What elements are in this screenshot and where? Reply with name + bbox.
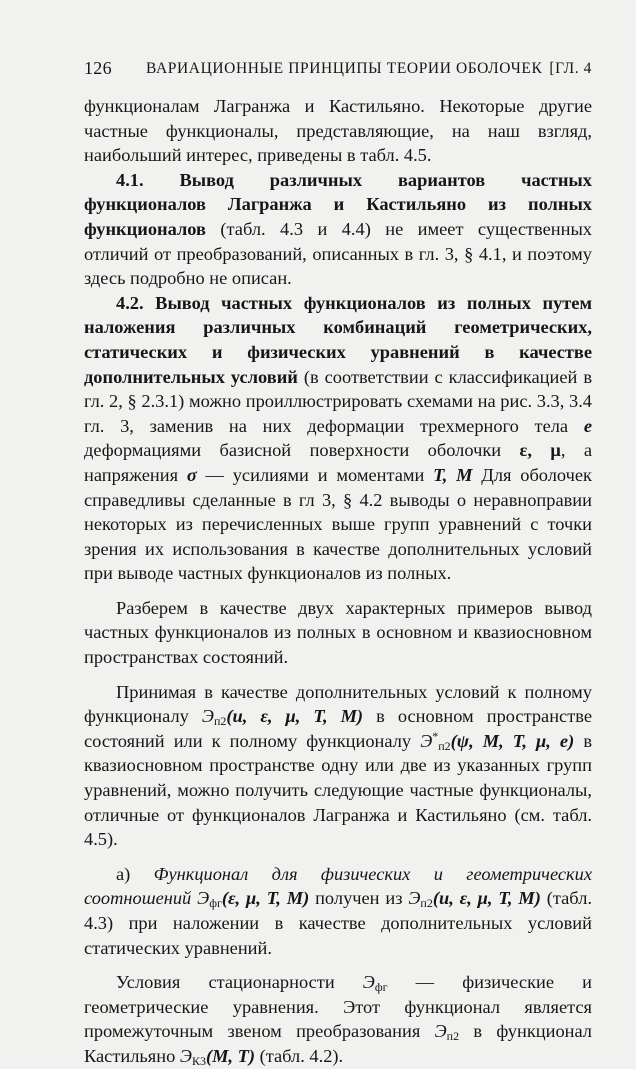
paragraph-4: Разберем в качестве двух характерных примеров вывод частных функционалов из полных в основном и квазиосновном пространствах состояний. — [84, 597, 592, 668]
running-head-chapter: [ГЛ. 4 — [549, 60, 592, 77]
math-T-M: T, M — [433, 464, 473, 485]
functional-symbol: Э — [197, 888, 210, 909]
math-args-k3: (M, T) — [205, 1045, 255, 1066]
math-sigma: σ — [186, 464, 197, 485]
text-fragment: Принимая в качестве дополнительных условий к полному функционалу — [84, 681, 592, 727]
subscript: п2 — [438, 738, 451, 753]
text-fragment: получен из — [309, 888, 409, 909]
text-fragment: (в соответствии с классификацией в гл. 2, § 2.3.1) можно проиллюстрировать схемами на рис. 3.3, 3.4 гл. 3, заменив на них деформации трехмерного тела — [84, 366, 593, 436]
functional-symbol: Э — [408, 888, 421, 909]
text-fragment: (табл. 4.3) при наложении в качестве дополнительных условий статических уравнений. — [84, 888, 592, 958]
text-fragment: в основном пространстве состояний или к полному функционалу — [84, 706, 592, 751]
subscript: п2 — [420, 896, 433, 911]
functional-symbol: Э — [201, 706, 214, 727]
running-head — [84, 58, 592, 94]
text-fragment: (табл. 4.2). — [254, 1045, 344, 1066]
paragraph-1: функционалам Лагранжа и Кастильяно. Некоторые другие частные функционалы, представляющие, на наш взгляд, наибольший интерес, приведены в табл. 4.5. — [84, 96, 592, 166]
subscript: фг — [374, 980, 388, 995]
text-fragment: — физические и геометрические уравнения. Этот функционал является промежуточным звеном преобразования — [84, 972, 592, 1042]
running-head-title: ВАРИАЦИОННЫЕ ПРИНЦИПЫ ТЕОРИИ ОБОЛОЧЕК — [146, 60, 543, 77]
paragraph-7 — [84, 970, 592, 1068]
functional-symbol: Э — [420, 730, 433, 751]
page-number: 126 — [84, 58, 112, 78]
text-fragment: деформациями базисной поверхности оболочки — [84, 440, 520, 461]
italic-title: Функционал для физических и геометрических соотношений — [84, 863, 593, 909]
text-fragment: в функционал Кастильяно — [84, 1021, 592, 1066]
math-e: e — [583, 415, 592, 436]
paragraph-section-4-2 — [84, 291, 592, 586]
section-4-1-text: (табл. 4.3 и 4.4) не имеет существенных отличий от преобразований, описанных в гл. 3, § 4.1, и поэтому здесь подробно не описан. — [84, 218, 592, 289]
text-fragment: в квазиосновном пространстве одну или две из указанных групп уравнений, можно получить следующие частные функционалы, отличные от функционалов Лагранжа и Кастильяно (см. табл. 4.5). — [84, 730, 593, 850]
functional-symbol: Э — [179, 1045, 192, 1066]
body-text — [84, 94, 592, 1069]
subscript: п2 — [446, 1029, 460, 1044]
paragraph-section-4-1 — [84, 168, 592, 291]
subscript: п2 — [213, 714, 227, 729]
subscript: фг — [209, 896, 222, 911]
math-args-n2: (u, ε, μ, T, M) — [432, 888, 541, 909]
text-fragment: — усилиями и моментами — [196, 464, 434, 485]
text-fragment: Условия стационарности — [116, 972, 363, 993]
superscript-star: * — [432, 728, 439, 743]
math-args-fg: (ε, μ, T, M) — [221, 888, 310, 909]
text-fragment: Для оболочек справедливы сделанные в гл 3, § 4.2 выводы о неравноправии некоторых из перечисленных выше групп уравнений с точки зрения их использования в качестве дополнительных условий при выводе частных функционалов из полных. — [84, 464, 592, 584]
math-eps-mu: ε, μ — [519, 440, 561, 461]
section-4-1-heading: 4.1. Вывод различных вариантов частных функционалов Лагранжа и Кастильяно из полных функционалов — [84, 169, 592, 239]
functional-symbol: Э — [362, 972, 375, 993]
functional-symbol: Э — [434, 1021, 447, 1042]
item-label: а) — [116, 863, 154, 884]
math-args-full: (u, ε, μ, T, M) — [226, 706, 364, 727]
text-fragment: , а напряжения — [84, 440, 593, 485]
paragraph-6 — [84, 862, 592, 960]
math-args-quasi: (ψ, M, T, μ, e) — [450, 730, 575, 751]
section-4-2-heading: 4.2. Вывод частных функционалов из полных путем наложения различных комбинаций геометрических, статических и физических уравнений в качестве дополнительных условий — [84, 292, 592, 387]
subscript: К3 — [191, 1053, 206, 1068]
paragraph-5 — [84, 680, 592, 852]
